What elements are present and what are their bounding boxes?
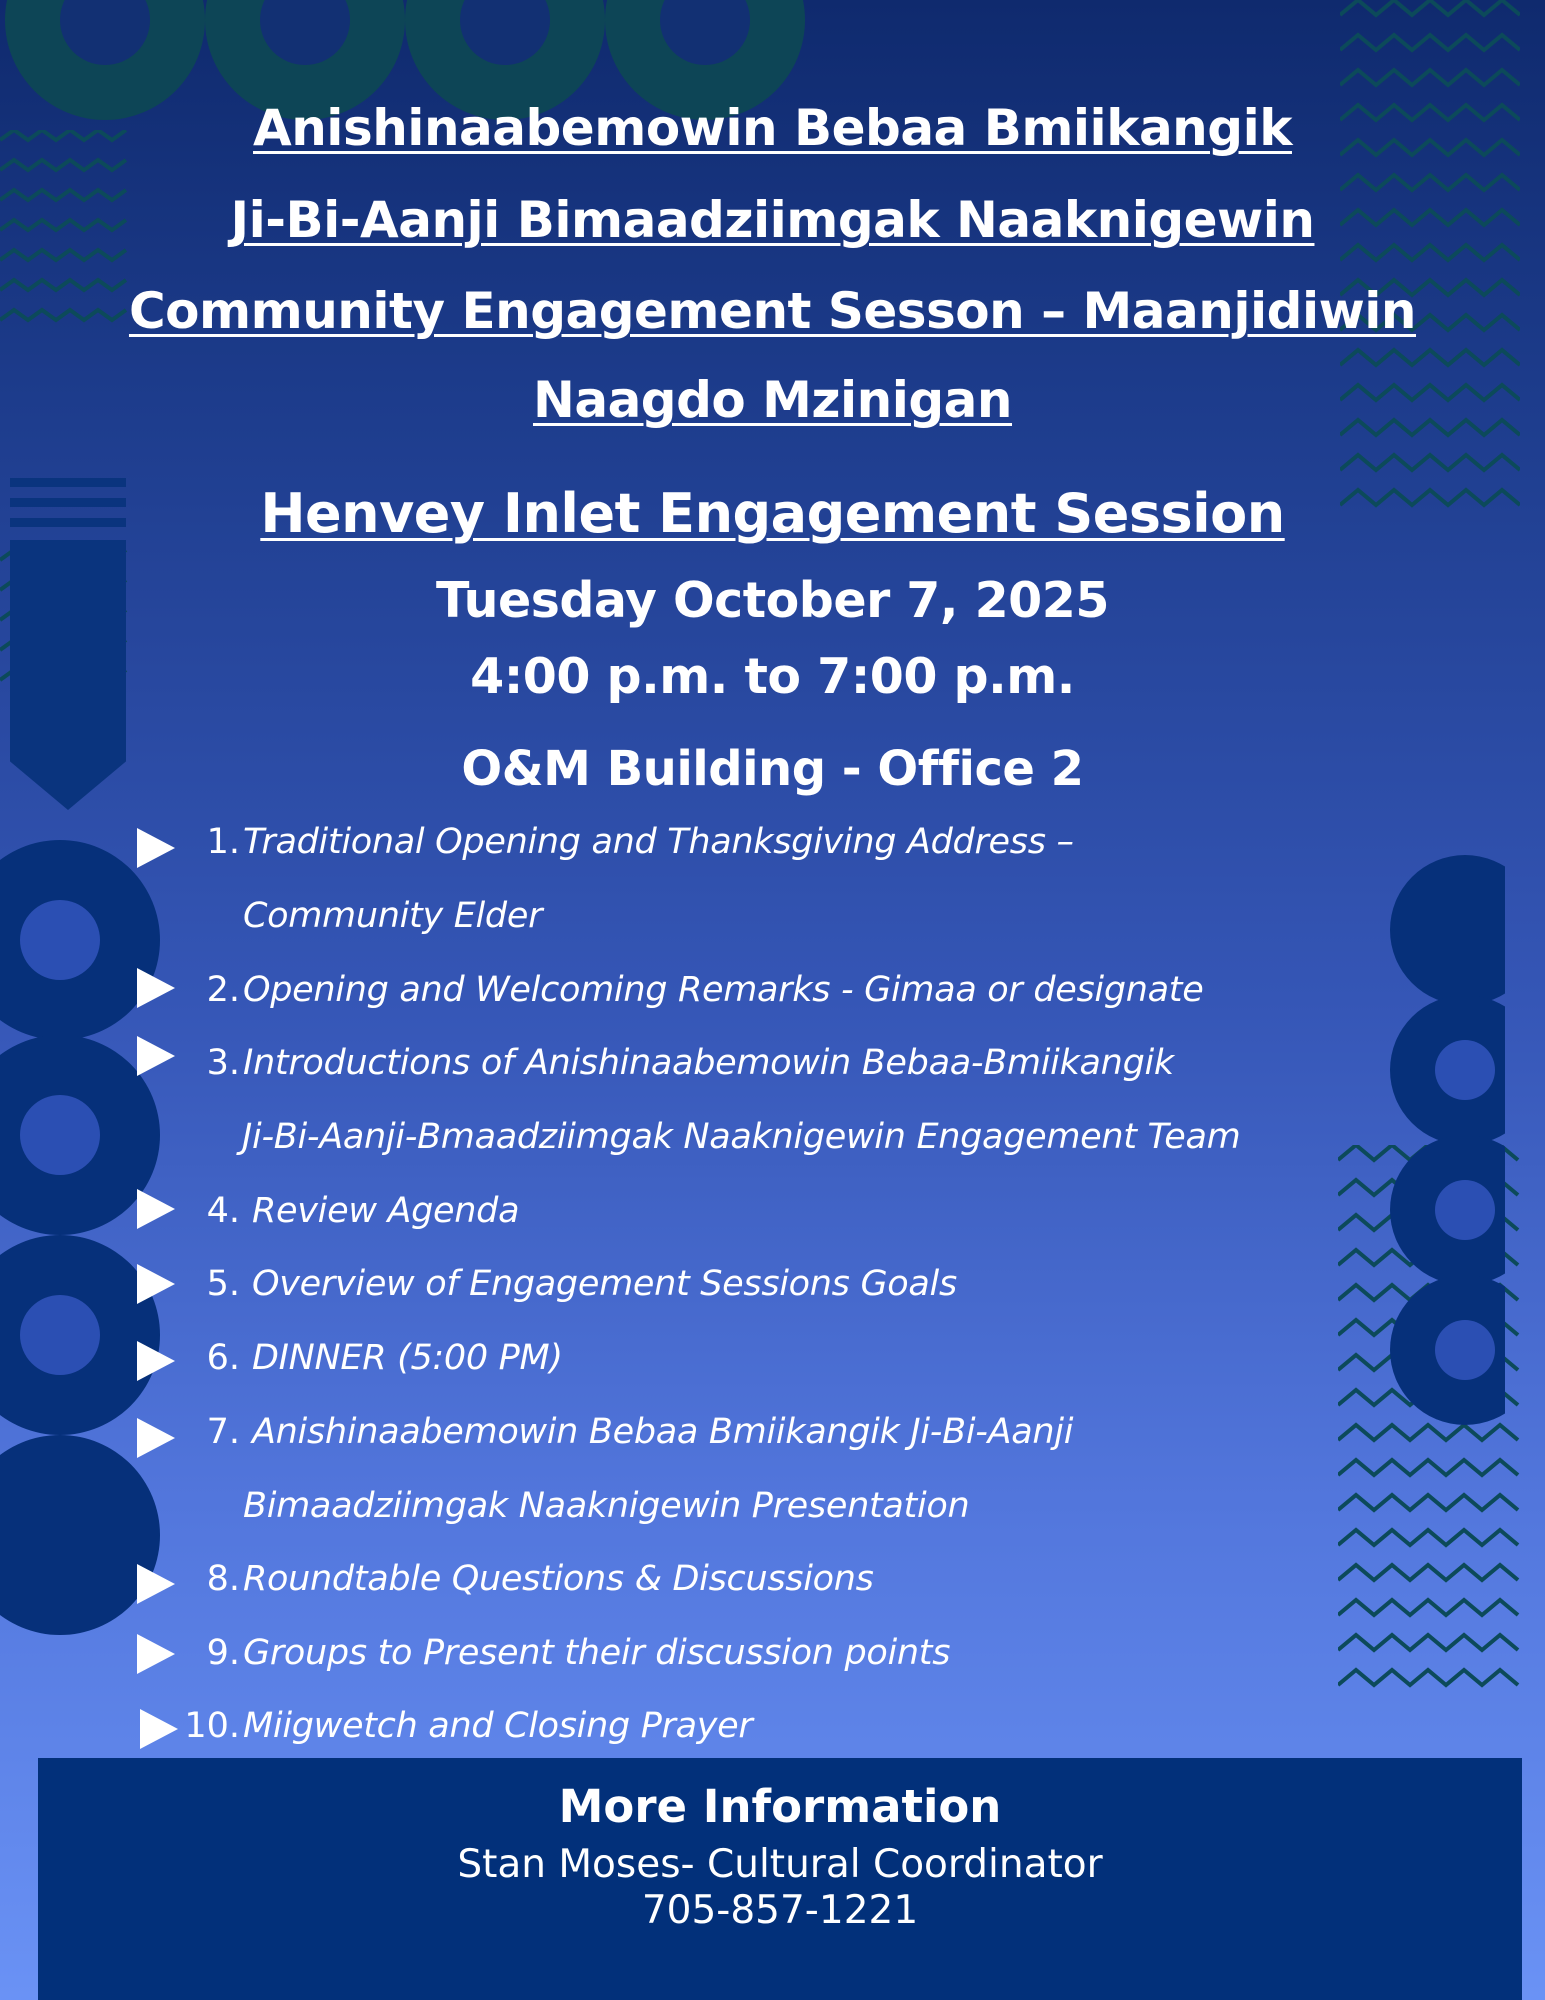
agenda-item-3-continuation: Ji-Bi-Aanji-Bmaadziimgak Naaknigewin Engagement Team (242, 1117, 1241, 1157)
agenda-text: Roundtable Questions & Discussions (243, 1559, 874, 1599)
agenda-number: 4. (206, 1191, 240, 1231)
agenda-item-5 (0, 1262, 1545, 1332)
agenda-number: 8. (206, 1559, 240, 1599)
agenda-number: 7. (206, 1412, 240, 1452)
more-information-panel (38, 1758, 1522, 2000)
title-line-1: Anishinaabemowin Bebaa Bmiikangik (253, 99, 1292, 157)
agenda-text: Opening and Welcoming Remarks - Gimaa or designate (243, 970, 1204, 1010)
contact-name: Stan Moses- Cultural Coordinator (457, 1842, 1103, 1887)
agenda-text: Traditional Opening and Thanksgiving Address – (243, 822, 1074, 862)
agenda-number: 2. (206, 970, 240, 1010)
event-time: 4:00 p.m. to 7:00 p.m. (470, 648, 1075, 705)
more-information-heading: More Information (558, 1780, 1002, 1833)
agenda-number: 1. (206, 822, 240, 862)
agenda-number: 10. (184, 1706, 240, 1746)
agenda-number: 5. (206, 1264, 240, 1304)
agenda-number: 9. (206, 1633, 240, 1673)
zigzag-decoration-top-right (1340, 0, 1520, 540)
agenda-text: Overview of Engagement Sessions Goals (252, 1264, 957, 1304)
agenda-item-8 (0, 1557, 1545, 1627)
agenda-text: Miigwetch and Closing Prayer (243, 1706, 753, 1746)
agenda-item-9 (0, 1631, 1545, 1701)
agenda-item-3 (0, 1041, 1545, 1111)
agenda-text: DINNER (5:00 PM) (252, 1338, 563, 1378)
event-location: O&M Building - Office 2 (461, 741, 1084, 797)
agenda-text: Introductions of Anishinaabemowin Bebaa-Bmiikangik (243, 1043, 1174, 1083)
title-line-4: Naagdo Mzinigan (532, 371, 1013, 429)
agenda-item-7-continuation: Bimaadziimgak Naaknigewin Presentation (243, 1486, 970, 1526)
agenda-text: Anishinaabemowin Bebaa Bmiikangik Ji-Bi-Aanji (252, 1412, 1074, 1452)
agenda-item-7 (0, 1410, 1545, 1480)
agenda-number: 3. (206, 1043, 240, 1083)
agenda-item-2 (0, 968, 1545, 1038)
event-title: Henvey Inlet Engagement Session (260, 482, 1285, 545)
agenda-text: Groups to Present their discussion points (243, 1633, 951, 1673)
event-date: Tuesday October 7, 2025 (436, 572, 1109, 629)
agenda-item-1-continuation: Community Elder (243, 896, 543, 936)
contact-phone: 705-857-1221 (641, 1888, 919, 1933)
agenda-item-4 (0, 1189, 1545, 1259)
title-line-3: Community Engagement Sesson – Maanjidiwin (128, 282, 1417, 340)
title-line-2: Ji-Bi-Aanji Bimaadziimgak Naaknigewin (230, 191, 1315, 249)
agenda-text: Review Agenda (252, 1191, 520, 1231)
agenda-item-6 (0, 1336, 1545, 1406)
agenda-item-1 (0, 820, 1545, 890)
agenda-number: 6. (206, 1338, 240, 1378)
